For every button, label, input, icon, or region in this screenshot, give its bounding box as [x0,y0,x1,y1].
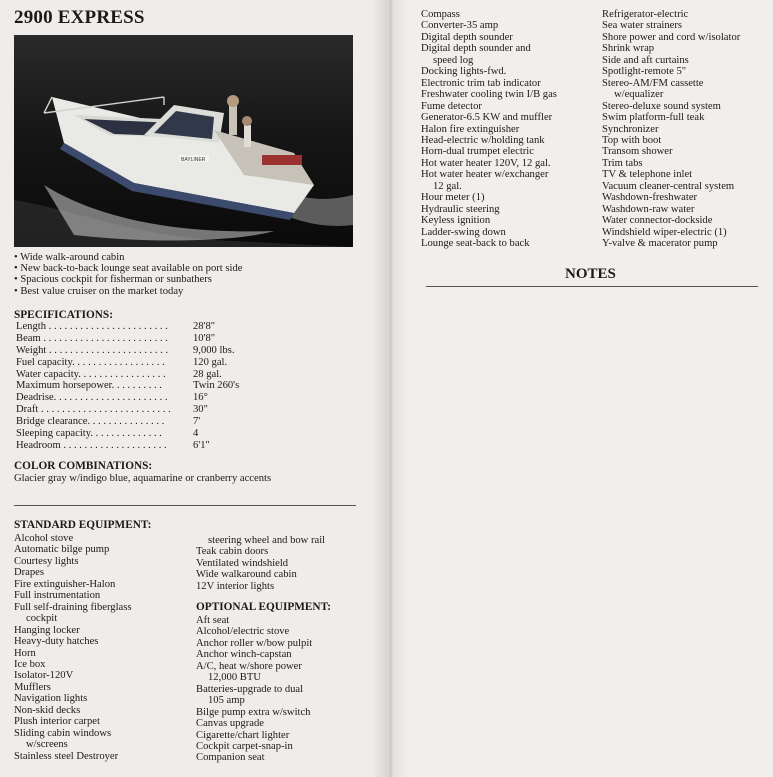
notes-divider [426,286,758,287]
feature-bullet: • Wide walk-around cabin [14,252,125,263]
optional-item: Ladder-swing down [421,226,506,238]
specifications-heading: SPECIFICATIONS: [14,309,113,321]
spec-value: 10'8" [193,332,216,344]
optional-item: Digital depth sounder [421,31,513,43]
page-gutter [372,0,408,777]
spec-label: Sleeping capacity. . . . . . . . . . . . . . [16,428,162,440]
spec-row [16,333,316,345]
spec-label: Deadrise. . . . . . . . . . . . . . . . . . . . . . [16,392,168,404]
boat-photo [14,35,353,247]
equipment-item: Full instrumentation [14,590,101,602]
equipment-item: Navigation lights [14,693,88,705]
optional-item: Docking lights-fwd. [421,66,507,78]
spec-value: 120 gal. [193,356,228,368]
equipment-item: steering wheel and bow rail [208,535,326,546]
optional-item: 12,000 BTU [208,672,261,684]
optional-item: Batteries-upgrade to dual [196,683,304,695]
optional-item: Alcohol/electric stove [196,626,290,638]
optional-equipment-list [196,615,312,764]
spec-value: 6'1" [193,439,210,451]
optional-item: Sea water strainers [602,20,683,32]
optional-item: Keyless ignition [421,215,491,227]
equipment-item: Full self-draining fiberglass [14,601,132,613]
optional-item: Cigarette/chart lighter [196,729,290,741]
optional-item: Digital depth sounder and [421,43,531,55]
spec-value: Twin 260's [193,380,240,392]
spec-row [16,404,316,416]
equipment-item: w/screens [26,739,68,751]
equipment-item: Sliding cabin windows [14,727,112,739]
equipment-item: Drapes [14,567,45,579]
spec-row [16,440,316,452]
color-combinations-heading: COLOR COMBINATIONS: [14,460,153,472]
spec-label: Beam . . . . . . . . . . . . . . . . . . . . . . . . [16,332,168,344]
optional-item: 12 gal. [433,180,462,192]
optional-item: Refrigerator-electric [602,9,689,20]
optional-item: Companion seat [196,752,265,764]
spec-label: Bridge clearance. . . . . . . . . . . . . . . [16,416,165,428]
optional-item: Hydraulic steering [421,203,500,215]
equipment-item: 12V interior lights [196,580,275,592]
optional-item: Vacuum cleaner-central system [602,180,735,192]
spec-label: Length . . . . . . . . . . . . . . . . . . . . . . . [16,321,168,332]
spec-value: 28 gal. [193,368,222,380]
spec-value: 7' [193,416,201,428]
equipment-item: Horn [14,647,36,659]
equipment-item: Wide walkaround cabin [196,569,297,581]
standard-equipment-heading: STANDARD EQUIPMENT: [14,519,152,531]
optional-item: Side and aft curtains [602,54,689,66]
optional-item: Spotlight-remote 5" [602,66,687,78]
optional-item: Halon fire extinguisher [421,123,520,135]
optional-item: Electronic trim tab indicator [421,77,541,89]
optional-item: 105 amp [208,695,245,707]
equipment-item: cockpit [26,613,58,625]
optional-equipment-list-col1 [421,9,557,250]
optional-item: Compass [421,9,460,20]
equipment-item: Ventilated windshield [196,557,289,569]
equipment-item: Fire extinguisher-Halon [14,578,116,590]
equipment-item: Courtesy lights [14,555,79,567]
spec-row [16,428,316,440]
optional-item: Aft seat [196,615,230,626]
equipment-item: Isolator-120V [14,670,74,682]
optional-item: Stereo-deluxe sound system [602,100,721,112]
optional-item: Anchor roller w/bow pulpit [196,637,313,649]
spec-value: 28'8" [193,321,216,332]
equipment-item: Teak cabin doors [196,546,269,558]
equipment-item: Automatic bilge pump [14,544,110,556]
optional-item: Horn-dual trumpet electric [421,146,534,158]
page-title: 2900 EXPRESS [14,7,145,28]
spec-label: Fuel capacity. . . . . . . . . . . . . . . . . . [16,356,165,368]
notes-heading: NOTES [565,266,616,282]
optional-item: Synchronizer [602,123,659,135]
optional-item: Shrink wrap [602,43,655,55]
standard-equipment-list [14,533,132,762]
optional-item: Head-electric w/holding tank [421,134,545,146]
spec-value: 4 [193,428,199,440]
photo-badge: BAYLINER [181,157,206,163]
spec-label: Weight . . . . . . . . . . . . . . . . . . . . . . . [16,344,169,356]
optional-item: Canvas upgrade [196,718,264,730]
equipment-item: Stainless steel Destroyer [14,750,119,762]
feature-bullet: • Best value cruiser on the market today [14,285,184,297]
spec-label: Water capacity. . . . . . . . . . . . . . . . . [16,368,166,380]
optional-item: Y-valve & macerator pump [602,238,718,250]
right-page [388,0,773,777]
optional-item: Hour meter (1) [421,192,485,204]
optional-item: Anchor winch-capstan [196,649,292,661]
specifications-table [16,321,316,452]
optional-item: w/equalizer [614,89,664,101]
spec-value: 16° [193,392,208,404]
optional-item: Hot water heater 120V, 12 gal. [421,157,551,169]
equipment-item: Plush interior carpet [14,716,100,728]
spec-label: Maximum horsepower. . . . . . . . . . [16,380,162,392]
spec-row [16,369,316,381]
optional-item: A/C, heat w/shore power [196,660,302,672]
spec-value: 30" [193,404,208,416]
equipment-item: Non-skid decks [14,704,81,716]
spec-row [16,345,316,357]
spec-value: 9,000 lbs. [193,344,235,356]
spec-row [16,321,316,333]
optional-item: Hot water heater w/exchanger [421,169,549,181]
optional-item: Windshield wiper-electric (1) [602,226,727,238]
optional-item: Trim tabs [602,157,643,169]
optional-item: Water connector-dockside [602,215,713,227]
equipment-item: Ice box [14,658,46,670]
color-combinations-text: Glacier gray w/indigo blue, aquamarine or cranberry accents [14,473,272,484]
section-divider [14,505,356,506]
spec-row [16,416,316,428]
equipment-item: Heavy-duty hatches [14,636,99,648]
spec-row [16,392,316,404]
optional-item: Lounge seat-back to back [421,238,530,250]
optional-item: speed log [433,54,474,66]
spec-label: Draft . . . . . . . . . . . . . . . . . . . . . . . . . [16,404,171,416]
optional-equipment-list-col2 [602,9,740,250]
feature-bullet: • New back-to-back lounge seat available on port side [14,263,243,275]
optional-item: Shore power and cord w/isolator [602,31,741,43]
optional-item: Swim platform-full teak [602,112,705,124]
spec-row [16,380,316,392]
optional-item: Bilge pump extra w/switch [196,706,311,718]
optional-item: Cockpit carpet-snap-in [196,740,293,752]
feature-bullets [14,252,242,297]
optional-item: Transom shower [602,146,673,158]
equipment-item: Mufflers [14,681,51,693]
optional-item: TV & telephone inlet [602,169,693,181]
optional-item: Washdown-freshwater [602,192,698,204]
spec-row [16,357,316,369]
optional-equipment-heading: OPTIONAL EQUIPMENT: [196,601,332,613]
optional-item: Freshwater cooling twin I/B gas [421,89,557,101]
optional-item: Converter-35 amp [421,20,499,32]
optional-item: Generator-6.5 KW and muffler [421,112,553,124]
optional-item: Fume detector [421,100,482,112]
optional-item: Top with boot [602,134,662,146]
spec-label: Headroom . . . . . . . . . . . . . . . . . . . . [16,439,167,451]
standard-equipment-list-continued [196,535,325,592]
equipment-item: Alcohol stove [14,533,74,544]
optional-item: Washdown-raw water [602,203,695,215]
optional-item: Stereo-AM/FM cassette [602,77,704,89]
equipment-item: Hanging locker [14,624,80,636]
feature-bullet: • Spacious cockpit for fisherman or sunbathers [14,274,212,286]
